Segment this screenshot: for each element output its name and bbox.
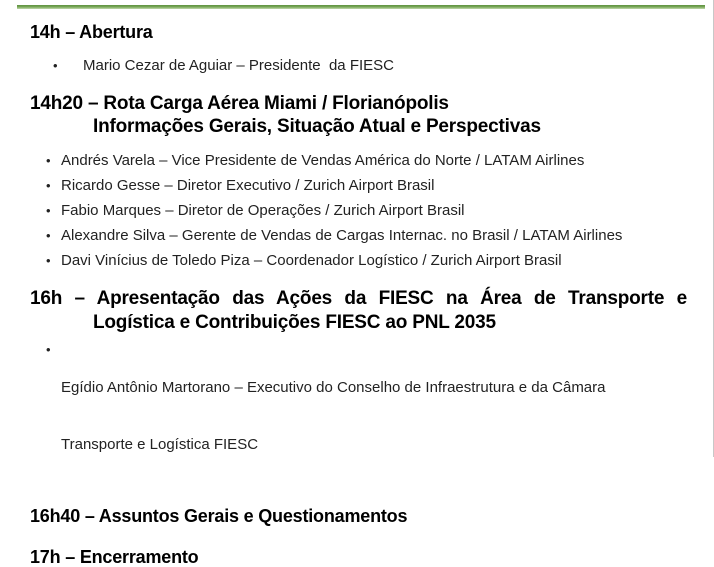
speaker-list-abertura (30, 57, 687, 75)
heading-line: 14h20 – Rota Carga Aérea Miami / Florianópolis (30, 93, 449, 114)
speaker-list-apresentacao-fiesc (30, 341, 687, 491)
session-assuntos-gerais (30, 506, 687, 526)
speaker-item-alexandre-silva: • Alexandre Silva – Gerente de Vendas de Cargas Internac. no Brasil / LATAM Airlines (30, 227, 687, 245)
heading-line: 14h – Abertura (30, 22, 153, 42)
speaker-item-davi-vinicius: • Davi Vinícius de Toledo Piza – Coordenador Logístico / Zurich Airport Brasil (30, 252, 687, 270)
heading-line: 17h – Encerramento (30, 547, 199, 567)
top-divider-rule (17, 5, 705, 9)
session-heading-abertura (30, 22, 687, 42)
session-heading-encerramento (30, 547, 687, 567)
speaker-list-rota-carga-aerea (30, 152, 687, 270)
session-rota-carga-aerea (30, 92, 687, 270)
session-abertura (30, 22, 687, 75)
heading-line: 16h – Apresentação das Ações da FIESC na Área de Transporte e (30, 288, 687, 309)
heading-line: 16h40 – Assuntos Gerais e Questionamentos (30, 506, 408, 526)
speaker-item-mario-cezar: • Mario Cezar de Aguiar – Presidente da FIESC (30, 57, 687, 75)
session-encerramento (30, 547, 687, 567)
speaker-item-andres-varela: • Andrés Varela – Vice Presidente de Vendas América do Norte / LATAM Airlines (30, 152, 687, 170)
heading-line: Logística e Contribuições FIESC ao PNL 2035 (93, 312, 496, 333)
session-heading-rota-carga-aerea (30, 92, 687, 138)
agenda-content (30, 22, 687, 567)
heading-line: Informações Gerais, Situação Atual e Perspectivas (93, 116, 541, 137)
speaker-item-fabio-marques: • Fabio Marques – Diretor de Operações / Zurich Airport Brasil (30, 202, 687, 220)
session-apresentacao-fiesc (30, 287, 687, 491)
speaker-line: Transporte e Logística FIESC (61, 436, 259, 453)
speaker-item-ricardo-gesse: • Ricardo Gesse – Diretor Executivo / Zurich Airport Brasil (30, 177, 687, 195)
speaker-line: • Egídio Antônio Martorano – Executivo do Conselho de Infraestrutura e da Câmara (61, 379, 606, 396)
session-heading-assuntos-gerais (30, 506, 687, 526)
speaker-item-egidio-martorano (30, 341, 687, 491)
session-heading-apresentacao-fiesc (30, 287, 687, 335)
